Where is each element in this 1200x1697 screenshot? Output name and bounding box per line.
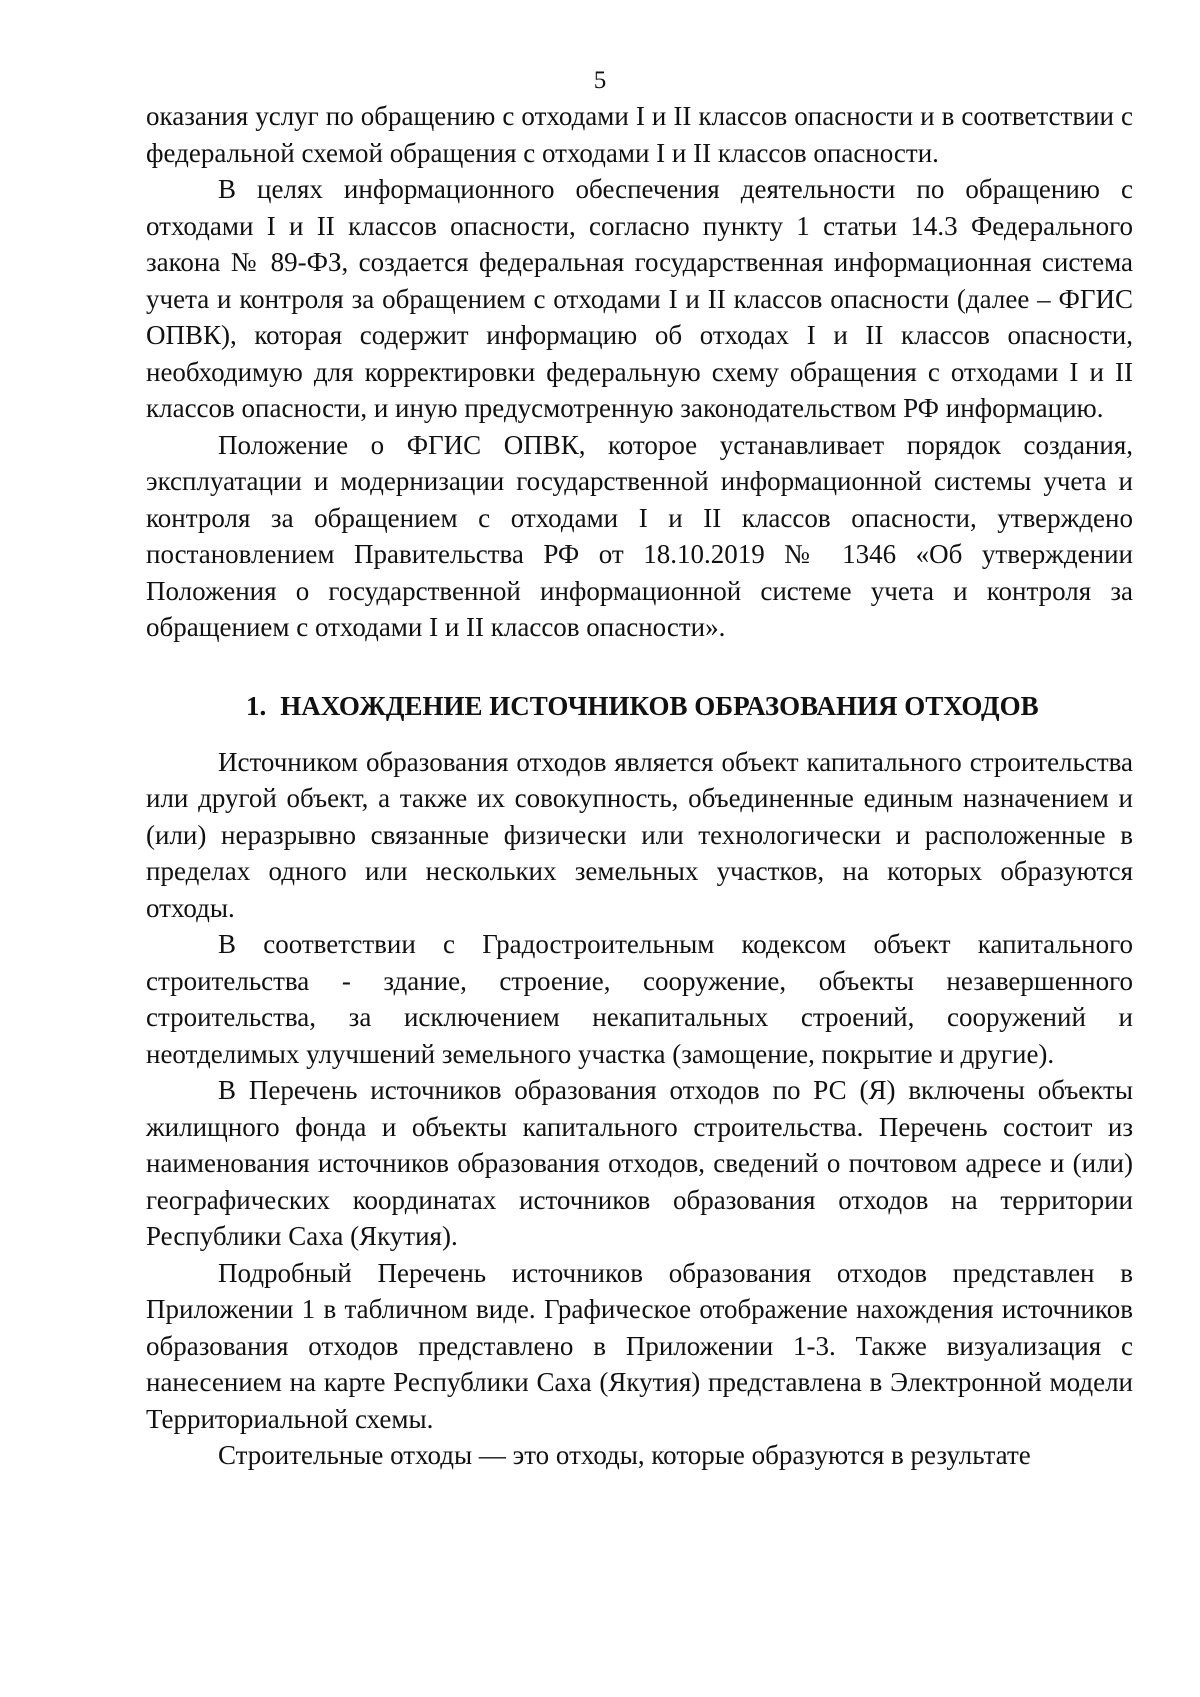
paragraph: Источником образования отходов является объект капитального строительства или другой объект, а также их совокупность, объединенные единым назначением и (или) неразрывно связанные физически или технологически и расположенные в пределах одного или нескольких земельных участков, на которых образуются отходы. (146, 746, 1133, 923)
paragraph: В соответствии с Градостроительным кодексом объект капитального строительства - здание, строение, сооружение, объекты незавершенного строительства, за исключением некапитальных строений, сооружений и неотделимых улучшений земельного участка (замощение, покрытие и другие). (146, 929, 1133, 1069)
paragraph: В целях информационного обеспечения деятельности по обращению с отходами I и II классов опасности, согласно пункту 1 статьи 14.3 Федерального закона № 89-ФЗ, создается федеральная государственная информационная система учета и контроля за обращением с отходами I и II классов опасности (далее – ФГИС ОПВК), которая содержит информацию об отходах I и II классов опасности, необходимую для корректировки федеральную схему обращения с отходами I и II классов опасности, и иную предусмотренную законодательством РФ информацию. (146, 174, 1133, 423)
paragraph: Подробный Перечень источников образования отходов представлен в Приложении 1 в табличном виде. Графическое отображение нахождения источников образования отходов представлено в Приложении 1-3. Также визуализация с нанесением на карте Республики Саха (Якутия) представлена в Электронной модели Территориальной схемы. (146, 1257, 1133, 1434)
document-body (146, 98, 1133, 1474)
paragraph: В Перечень источников образования отходов по РС (Я) включены объекты жилищного фонда и объекты капитального строительства. Перечень состоит из наименования источников образования отходов, сведений о почтовом адресе и (или) географических координатах источников образования отходов на территории Республики Саха (Якутия). (146, 1075, 1133, 1251)
section-number: 1. (246, 690, 267, 721)
page-number: 5 (593, 67, 607, 94)
paragraph: Положение о ФГИС ОПВК, которое устанавливает порядок создания, эксплуатации и модернизации государственной информационной системы учета и контроля за обращением с отходами I и II классов опасности, утверждено постановлением Правительства РФ от 18.10.2019 № 1346 «Об утверждении Положения о государственной информационной системе учета и контроля за обращением с отходами I и II классов опасности». (146, 429, 1133, 642)
section-title: НАХОЖДЕНИЕ ИСТОЧНИКОВ ОБРАЗОВАНИЯ ОТХОДОВ (280, 690, 1039, 721)
paragraph: оказания услуг по обращению с отходами I и II классов опасности и в соответствии с федеральной схемой обращения с отходами I и II классов опасности. (146, 101, 1133, 168)
paragraph: Строительные отходы — это отходы, которые образуются в результате (218, 1440, 1031, 1470)
section-heading (146, 688, 1133, 724)
